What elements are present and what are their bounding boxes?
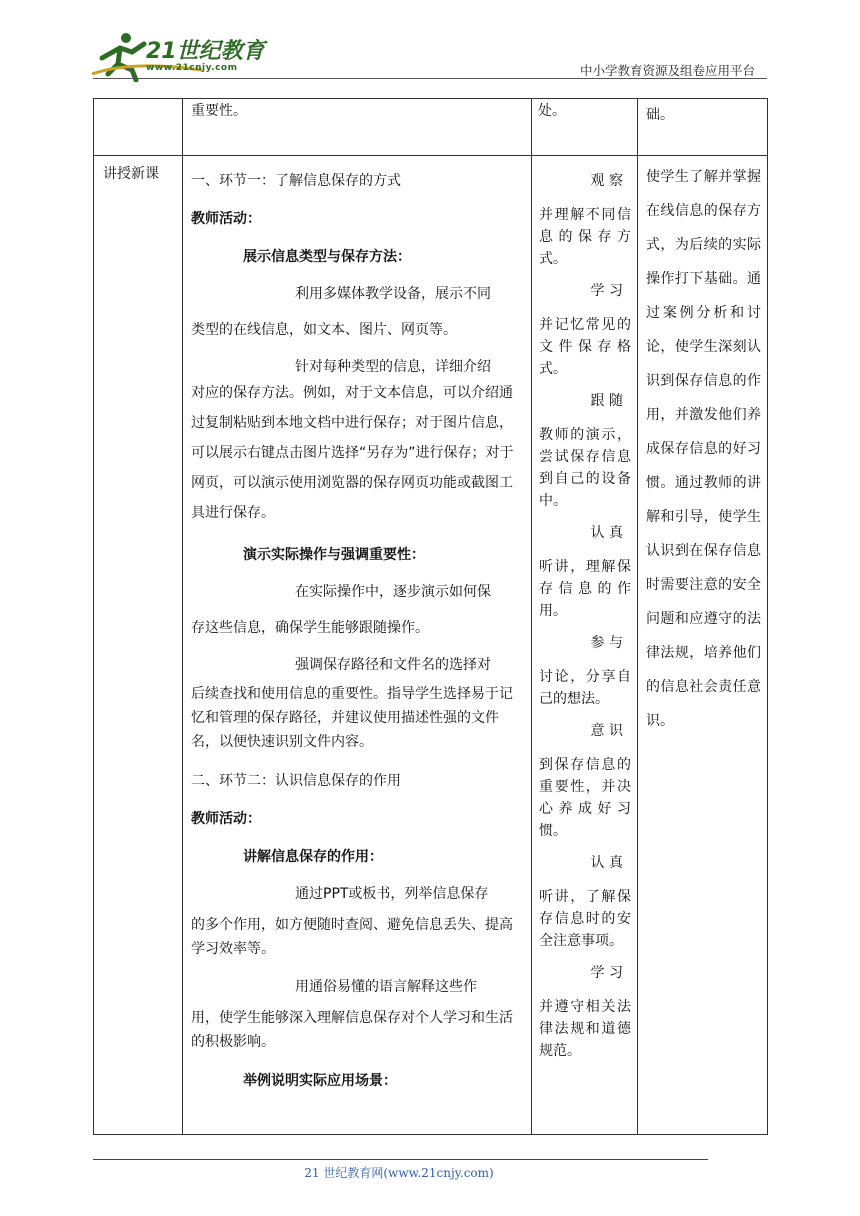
- student-activity-lead: 观 察: [590, 173, 623, 189]
- student-activity-item: [539, 852, 631, 952]
- student-activity-text: 并遵守相关法律法规和道德规范。: [539, 999, 631, 1059]
- paragraph-line: 用通俗易懂的语言解释这些作: [295, 979, 477, 995]
- paragraph-line: 存这些信息，确保学生能够跟随操作。: [191, 620, 429, 636]
- student-activity-item: [539, 632, 631, 710]
- paragraph-line: 针对每种类型的信息，详细介绍: [295, 359, 491, 375]
- activity-heading: 教师活动：: [191, 211, 261, 227]
- paragraph-body: 用，使学生能够深入理解信息保存对个人学习和生活的积极影响。: [191, 1010, 513, 1050]
- paragraph-line: 类型的在线信息，如文本、图片、网页等。: [191, 322, 457, 338]
- student-activity-item: [539, 962, 631, 1062]
- teacher-activity-cell: 重要性。: [183, 99, 532, 156]
- student-activity-lead: 学 习: [590, 965, 623, 981]
- footer-text: 21 世纪教育网(www.21cnjy.com): [304, 1166, 494, 1180]
- student-activity-text: 教师的演示，尝试保存信息到自己的设备中。: [539, 427, 631, 509]
- section-title: 二、环节二：认识信息保存的作用: [191, 773, 401, 789]
- student-activity-lead: 参 与: [590, 635, 623, 651]
- student-activity-text: 听讲，理解保存信息的作用。: [539, 559, 631, 619]
- student-activity-cell: [532, 156, 638, 1135]
- paragraph-body: 后续查找和使用信息的重要性。指导学生选择易于记忆和管理的保存路径，并建议使用描述性强的文件名，以便快速识别文件内容。: [191, 686, 513, 750]
- student-activity-lead: 认 真: [590, 525, 623, 541]
- sub-heading: 展示信息类型与保存方法：: [243, 249, 411, 265]
- activity-heading: 教师活动：: [191, 811, 261, 827]
- stage-cell: [94, 156, 183, 1135]
- paragraph-line: 通过PPT或板书，列举信息保存: [295, 886, 489, 902]
- student-activity-text: 讨论，分享自己的想法。: [539, 669, 631, 707]
- stage-cell: [94, 99, 183, 156]
- teacher-activity-cell: [183, 156, 532, 1135]
- sub-heading: 举例说明实际应用场景：: [243, 1073, 397, 1089]
- design-intent-cell: [638, 156, 768, 1135]
- footer-divider: [93, 1159, 708, 1160]
- stage-label: 讲授新课: [103, 166, 159, 182]
- student-activity-text: 并理解不同信息的保存方式。: [539, 207, 631, 267]
- platform-title: 中小学教育资源及组卷应用平台: [579, 63, 755, 78]
- header-divider: [93, 78, 767, 79]
- student-activity-lead: 学 习: [590, 283, 623, 299]
- student-activity-cell: 处。: [532, 99, 638, 156]
- logo-text: 21世纪教育: [146, 39, 265, 64]
- student-activity-text: 听讲，了解保存信息时的安全注意事项。: [539, 889, 631, 949]
- table-row: [94, 99, 768, 156]
- design-intent-cell: 础。: [638, 99, 768, 156]
- paragraph-body: 的多个作用，如方便随时查阅、避免信息丢失、提高学习效率等。: [191, 917, 513, 957]
- student-activity-item: [539, 390, 631, 512]
- page-header: [0, 0, 860, 90]
- sub-heading: 演示实际操作与强调重要性：: [243, 547, 425, 563]
- student-activity-item: [539, 522, 631, 622]
- table-row: [94, 156, 768, 1135]
- design-intent-text: 使学生了解并掌握在线信息的保存方式，为后续的实际操作打下基础。通过案例分析和讨论，使学生深刻认识到保存信息的作用，并激发他们养成保存信息的好习惯。通过教师的讲解和引导，使学生认识到在保存信息时需要注意的安全问题和应遵守的法律法规，培养他们的信息社会责任意识。: [646, 169, 761, 729]
- student-activity-item: [539, 280, 631, 380]
- paragraph-line: 利用多媒体教学设备，展示不同: [295, 286, 491, 302]
- sub-heading: 讲解信息保存的作用：: [243, 849, 383, 865]
- student-activity-lead: 意 识: [590, 723, 623, 739]
- student-activity-lead: 跟 随: [590, 393, 623, 409]
- page-footer: [0, 1164, 860, 1181]
- student-activity-list: [532, 156, 637, 1062]
- paragraph-line: 强调保存路径和文件名的选择对: [295, 657, 491, 673]
- student-activity-item: [539, 170, 631, 270]
- paragraph-line: 在实际操作中，逐步演示如何保: [295, 584, 491, 600]
- paragraph-body: 对应的保存方法。例如，对于文本信息，可以介绍通过复制粘贴到本地文档中进行保存；对于图片信息，可以展示右键点击图片选择“另存为”进行保存；对于网页，可以演示使用浏览器的保存网页功能或截图工具进行保存。: [191, 385, 514, 521]
- student-activity-item: [539, 720, 631, 842]
- student-activity-lead: 认 真: [590, 855, 623, 871]
- lesson-plan-table: [93, 98, 768, 1135]
- section-title: 一、环节一：了解信息保存的方式: [191, 173, 401, 189]
- student-activity-text: 并记忆常见的文件保存格式。: [539, 317, 631, 377]
- student-activity-text: 到保存信息的重要性，并决心养成好习惯。: [539, 757, 631, 839]
- logo-url: www.21cnjy.com: [146, 63, 238, 73]
